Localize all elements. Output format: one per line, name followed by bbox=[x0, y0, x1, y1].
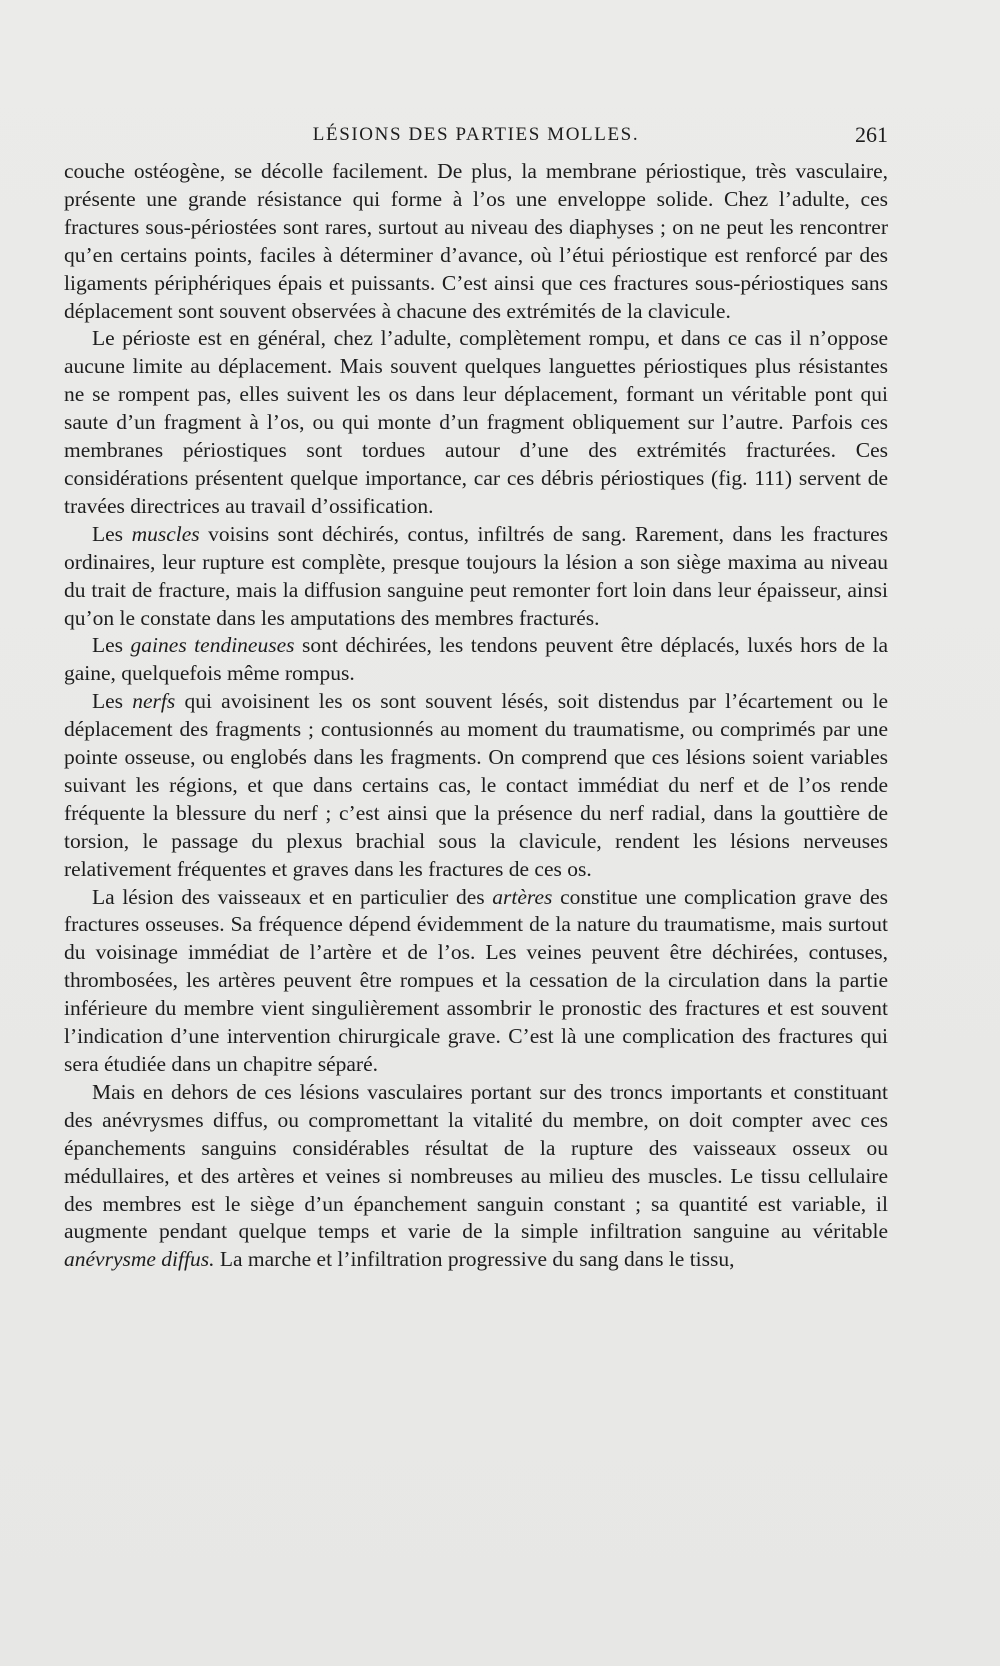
paragraph-6 bbox=[64, 884, 888, 1079]
text-segment: sont déchirées, les tendons peuvent être déplacés, luxés hors de la gaine, quelquefois même rompus. bbox=[64, 633, 888, 686]
paragraph-2 bbox=[64, 325, 888, 520]
paragraph-1 bbox=[64, 158, 888, 325]
paragraph-7 bbox=[64, 1079, 888, 1274]
body-text bbox=[64, 158, 888, 1274]
text-segment: Les bbox=[92, 521, 132, 546]
text-segment: Les bbox=[92, 689, 133, 714]
text-segment: qui avoisinent les os sont souvent lésés, soit distendus par l’écartement ou le déplacement des fragments ; contusionnés au moment du traumatisme, ou comprimés par une pointe osseuse, ou englobés dans les fragments. On comprend que ces lésions soient variables suivant les régions, et que dans certains cas, le contact immédiat du nerf et de l’os rende fréquente la blessure du nerf ; c’est ainsi que la présence du nerf radial, dans la gouttière de torsion, le passage du plexus brachial sous la clavicule, rendent les lésions nerveuses relativement fréquentes et graves dans les fractures de ces os. bbox=[64, 689, 888, 881]
text-segment: Les bbox=[92, 633, 131, 658]
italic-term-nerfs: nerfs bbox=[132, 689, 176, 714]
paragraph-4 bbox=[64, 632, 888, 688]
text-segment: constitue une complication grave des fractures osseuses. Sa fréquence dépend évidemment de la nature du traumatisme, mais surtout du voisinage immédiat de l’artère et de l’os. Les veines peuvent être déchirées, contuses, thrombosées, les artères peuvent être rompues et la cessation de la circulation dans la partie inférieure du membre vient singulièrement assombrir le pronostic des fractures et est souvent l’indication d’une intervention chirurgicale grave. C’est là une complication des fractures qui sera étudiée dans un chapitre séparé. bbox=[64, 884, 888, 1076]
italic-term-anevrysme: anévrysme diffus. bbox=[64, 1247, 215, 1272]
text-segment: Mais en dehors de ces lésions vasculaires portant sur des troncs importants et constituant des anévrysmes diffus, ou compromettant la vitalité du membre, on doit compter avec ces épanchements sanguins considérables résultat de la rupture des vaisseaux osseux ou médullaires, et des artères et veines si nombreuses au milieu des muscles. Le tissu cellulaire des membres est le siège d’un épanchement sanguin constant ; sa quantité est variable, il augmente pendant quelque temps et varie de la simple infiltration sanguine au véritable bbox=[64, 1079, 888, 1244]
page-number: 261 bbox=[855, 122, 888, 147]
paragraph-3 bbox=[64, 521, 888, 633]
italic-term-muscles: muscles bbox=[131, 521, 200, 546]
page-header bbox=[64, 122, 888, 152]
paragraph-5 bbox=[64, 688, 888, 883]
italic-term-gaines: gaines tendineuses bbox=[130, 633, 295, 658]
italic-term-arteres: artères bbox=[492, 884, 553, 909]
running-title: LÉSIONS DES PARTIES MOLLES. bbox=[312, 124, 640, 145]
text-segment: couche ostéogène, se décolle facilement. De plus, la membrane périostique, très vasculaire, présente une grande résistance qui forme à l’os une enveloppe solide. Chez l’adulte, ces fractures sous-périostées sont rares, surtout au niveau des diaphyses ; on ne peut les rencontrer qu’en certains points, faciles à déterminer d’avance, où l’étui périostique est renforcé par des ligaments périphériques épais et puissants. C’est ainsi que ces fractures sous-périostiques sans déplacement sont souvent observées à chacune des extrémités de la clavicule. bbox=[64, 159, 888, 323]
text-segment: Le périoste est en général, chez l’adulte, complètement rompu, et dans ce cas il n’oppose aucune limite au déplacement. Mais souvent quelques languettes périostiques plus résistantes ne se rompent pas, elles suivent les os dans leur déplacement, formant un véritable pont qui saute d’un fragment à l’os, ou qui monte d’un fragment obliquement sur l’autre. Parfois ces membranes périostiques sont tordues autour d’une des extrémités fracturées. Ces considérations présentent quelque importance, car ces débris périostiques (fig. 111) servent de travées directrices au travail d’ossification. bbox=[64, 326, 888, 518]
text-segment: La lésion des vaisseaux et en particulier des bbox=[92, 884, 493, 909]
text-segment: La marche et l’infiltration progressive du sang dans le tissu, bbox=[214, 1247, 735, 1272]
text-segment: voisins sont déchirés, contus, infiltrés de sang. Rarement, dans les fractures ordinaires, leur rupture est complète, presque toujours la lésion a son siège maxima au niveau du trait de fracture, mais la diffusion sanguine peut remonter fort loin dans leur épaisseur, ainsi qu’on le constate dans les amputations des membres fracturés. bbox=[64, 521, 888, 630]
